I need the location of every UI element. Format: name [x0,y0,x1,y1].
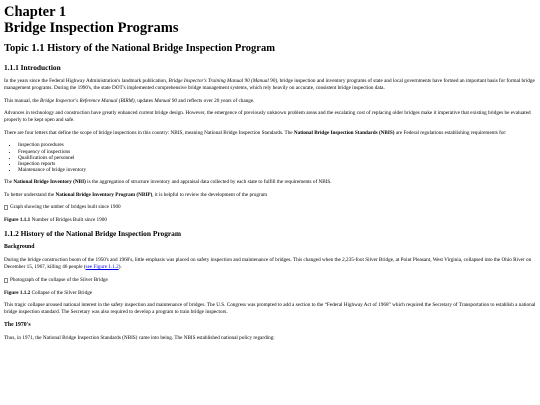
list-item: • Maintenance of bridge inventory [18,167,536,173]
nbi-paragraph: The National Bridge Inventory (NBI) is the aggregation of structure inventory and appraisal data collected by each state to fulfill the requirements of NBIS. [4,178,332,185]
figure-1-1-2-caption: Figure 1.1.2 Collapse of the Silver Bridge [4,289,93,296]
figure-1-1-2-image [4,277,536,284]
list-item: • Frequency of inspections [18,149,536,155]
background-paragraph: During the bridge construction boom of the 1950's and 1960's, little emphasis was placed on safety inspection and maintenance of bridges. This changed when the 2,235-foot Silver Bridge, at Point Pleasant, West Virginia, collapsed into the Ohio River on December 15, 1967, killing 46 people (see Figure 1.1.2). [4,257,532,271]
figure-1-1-1-image [4,204,536,211]
chapter-title [4,4,536,36]
nbis-requirements-list [4,142,536,173]
intro-paragraph-1: In the years since the Federal Highway Administration's landmark publication, Bridge Inspector's Training Manual 90 (Manual 90), bridge inspection and inventory programs of state and local governments have formed an important basis for formal bridge management programs. During the 1990's, the state DOT's implemented comprehensive bridge management systems, which rely heavily on accurate, consistent bridge inspection data. [4,78,535,91]
image-alt-text: Graph showing the umber of bridges built since 1900 [10,204,121,211]
intro-paragraph-3: Advances in technology and construction have greatly enhanced current bridge design. However, the emergence of previously unknown problem areas and the escalating cost of replacing older bridges make it imperative that existing bridges be evaluated properly to be kept open and safe. [4,110,531,124]
list-item: • Qualifications of personnel [18,155,536,161]
section-heading-introduction: 1.1.1 Introduction [4,63,61,72]
figure-1-1-1-caption: Figure 1.1.1 Number of Bridges Built since 1900 [4,216,107,223]
nbis-origin-paragraph: Thus, in 1971, the National Bridge Inspection Standards (NBIS) came into being. The NBIS established national policy regarding: [4,334,275,341]
broken-image-icon [4,278,8,283]
intro-paragraph-4: There are four letters that define the scope of bridge inspections in this country: NBIS, meaning National Bridge Inspection Standards. The National Bridge Inspection Standards (NBIS) are Federal regulations establishing requirements for: [4,129,507,136]
list-item: • Inspection reports [18,161,536,167]
figure-1-1-2-link[interactable]: see Figure 1.1.2 [85,264,119,271]
list-item: • Inspection procedures [18,142,536,148]
broken-image-icon [4,205,8,210]
section-heading-history: 1.1.2 History of the National Bridge Inspection Program [4,229,182,239]
chapter-number: Chapter 1 [4,4,67,20]
image-alt-text: Photograph of the collapse of the Silver Bridge [10,276,108,283]
topic-heading: Topic 1.1 History of the National Bridge Inspection Program [4,43,275,54]
subheading-1970s: The 1970's [4,321,31,328]
intro-paragraph-2: This manual, the Bridge Inspector's Reference Manual (BIRM), updates Manual 90 and reflects over 20 years of change. [4,97,255,104]
nbip-paragraph: To better understand the National Bridge Inventory Program (NBIP), it is helpful to review the development of the program [4,191,268,198]
subheading-background: Background [4,244,35,251]
chapter-name: Bridge Inspection Programs [4,20,179,36]
collapse-paragraph: This tragic collapse aroused national interest in the safety inspection and maintenance of bridges. The U.S. Congress was prompted to add a section to the “Federal Highway Act of 1968” which required the Secretary of Transportation to establish a national bridge inspection standard. The Secretary was also required to develop a program to train bridge inspectors. [4,302,536,316]
